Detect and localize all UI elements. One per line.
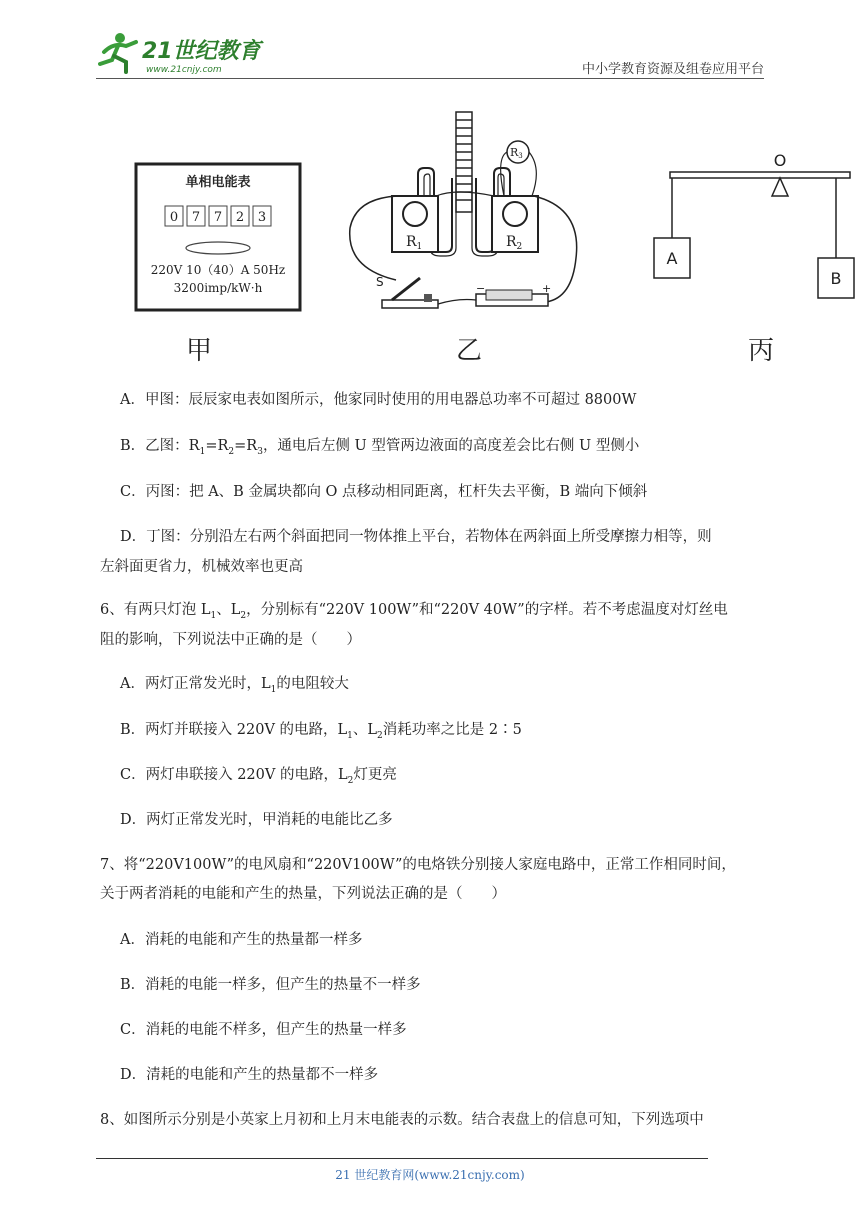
r2-label: $R_2$ (506, 234, 523, 252)
meter-digit: 7 (191, 210, 201, 225)
switch-label: S (376, 275, 384, 289)
meter-spec-line2: 3200imp/kW·h (173, 281, 263, 295)
meter-digit: 2 (235, 210, 245, 225)
q6-stem-line1: 6、有两只灯泡 $L_1$、$L_2$，分别标有“220V 100W”和“220V 40W”的字样。若不考虑温度对灯丝电 (100, 602, 728, 621)
figure-jia-meter (134, 162, 304, 318)
block-b-label: B (830, 269, 842, 288)
q5-option-c: C．丙图：把 A、B 金属块都向 O 点移动相同距离，杠杆失去平衡，B 端向下倾斜 (120, 484, 648, 500)
figure-bing-label: 丙 (748, 336, 775, 366)
q5-option-d-line2: 左斜面更省力，机械效率也更高 (100, 559, 303, 575)
meter-digit: 7 (213, 210, 223, 225)
meter-title: 单相电能表 (185, 175, 251, 190)
figure-bing-lever (650, 144, 860, 318)
r1-label: $R_1$ (406, 234, 423, 252)
footer-site-link[interactable]: 21 世纪教育网(www.21cnjy.com) (335, 1168, 525, 1182)
footer-divider (96, 1158, 708, 1159)
svg-text:21世纪教育: 21世纪教育 (142, 39, 261, 64)
q8-stem-line1: 8、如图所示分别是小英家上月初和上月末电能表的示数。结合表盘上的信息可知，下列选项中 (100, 1112, 704, 1128)
pivot-label: O (773, 151, 787, 170)
battery-plus: + (542, 282, 552, 295)
q5-option-a: A．甲图：辰辰家电表如图所示，他家同时使用的用电器总功率不可超过 8800W (120, 392, 637, 408)
q7-option-d: D．清耗的电能和产生的热量都不一样多 (120, 1067, 379, 1083)
meter-digit: 3 (257, 210, 267, 225)
q7-option-b: B．消耗的电能一样多，但产生的热量不一样多 (120, 977, 421, 993)
block-a-label: A (666, 249, 678, 268)
site-logo (96, 30, 266, 76)
q7-option-c: C．消耗的电能不样多，但产生的热量一样多 (120, 1022, 407, 1038)
r3-label: R3 (510, 146, 523, 160)
q6-option-b: B．两灯并联接入 220V 的电路，$L_1$、$L_2$消耗功率之比是 2∶5 (120, 722, 522, 741)
q7-option-a: A．消耗的电能和产生的热量都一样多 (120, 932, 363, 948)
meter-digit: 0 (169, 210, 179, 225)
q7-stem-line1: 7、将“220V100W”的电风扇和“220V100W”的电烙铁分别接人家庭电路中，正常工作相同时间， (100, 857, 736, 873)
q6-stem-line2: 阻的影响，下列说法中正确的是（ ） (100, 632, 361, 648)
figure-jia-label: 甲 (186, 336, 213, 366)
q6-option-c: C．两灯串联接入 220V 的电路，$L_2$灯更亮 (120, 767, 397, 786)
figure-yi-apparatus (346, 108, 586, 322)
figures-row (120, 100, 860, 370)
figure-yi-label: 乙 (456, 336, 483, 366)
q6-option-a: A．两灯正常发光时，$L_1$的电阻较大 (120, 676, 349, 695)
meter-spec-line1: 220V 10（40）A 50Hz (150, 263, 286, 277)
q5-option-b: B．乙图：$R_1=R_2=R_3$，通电后左侧 U 型管两边液面的高度差会比右侧 U 型侧小 (120, 438, 640, 457)
page-header (96, 30, 764, 78)
svg-text:www.21cnjy.com: www.21cnjy.com (146, 65, 222, 75)
q5-option-d-line1: D．丁图：分别沿左右两个斜面把同一物体推上平台，若物体在两斜面上所受摩擦力相等，则 (120, 529, 712, 545)
header-platform-text: 中小学教育资源及组卷应用平台 (581, 62, 764, 77)
q7-stem-line2: 关于两者消耗的电能和产生的热量，下列说法正确的是（ ） (100, 886, 506, 902)
battery-minus: − (476, 282, 486, 295)
q6-option-d: D．两灯正常发光时，甲消耗的电能比乙多 (120, 812, 393, 828)
header-divider (96, 78, 764, 79)
